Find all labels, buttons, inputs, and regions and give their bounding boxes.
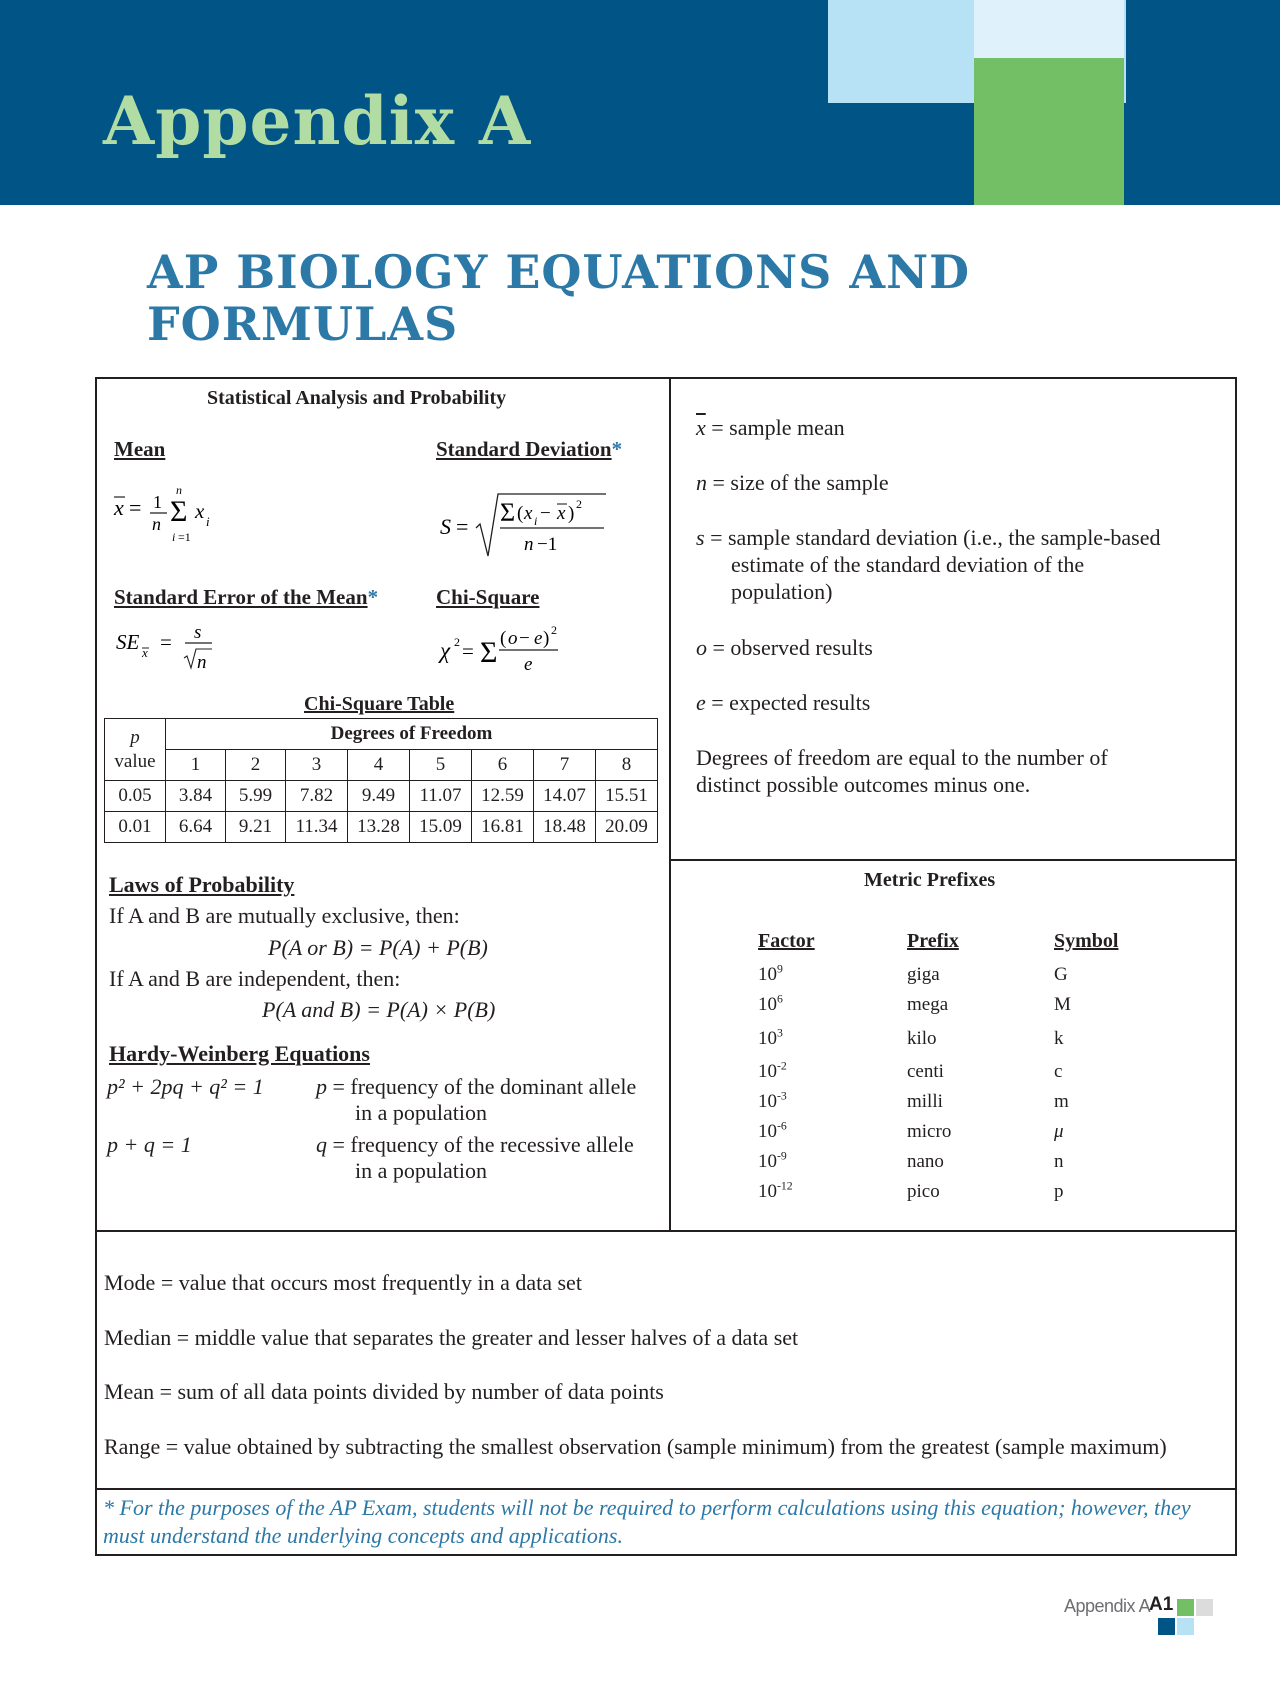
svg-text:x: x: [114, 495, 124, 520]
factor-cell: [758, 994, 783, 1016]
probability-line-1: If A and B are mutually exclusive, then:: [109, 903, 460, 928]
hw-q-def-2: in a population: [355, 1158, 487, 1183]
symbol-cell: n: [1054, 1151, 1064, 1172]
factor-base: 10: [758, 994, 777, 1015]
hw-p-symbol: p: [316, 1074, 327, 1099]
symbol-cell: M: [1054, 994, 1071, 1015]
factor-cell: [758, 964, 783, 986]
legend-o: [696, 634, 873, 661]
sd-formula: [436, 484, 616, 564]
svg-text:=: =: [456, 514, 469, 539]
svg-text:x: x: [142, 645, 148, 660]
hw-p-def: [316, 1074, 636, 1100]
chi-square-table: [104, 718, 658, 843]
chi-cell: 13.28: [348, 812, 410, 843]
probability-eq-1: P(A or B) = P(A) + P(B): [268, 935, 488, 960]
appendix-title: Appendix A: [103, 82, 532, 160]
dof-cell: 4: [348, 750, 410, 781]
factor-exponent: -6: [777, 1119, 787, 1133]
legend-e: [696, 689, 870, 716]
chi-cell: 9.49: [348, 781, 410, 812]
symbol-cell: m: [1054, 1091, 1069, 1112]
header-accent-pale: [974, 0, 1124, 58]
svg-text:n: n: [152, 514, 161, 534]
dof-cell: 8: [596, 750, 658, 781]
factor-cell: [758, 1121, 787, 1143]
dof-header: Degrees of Freedom: [166, 719, 658, 750]
svg-text:e: e: [534, 628, 543, 649]
dof-cell: 1: [166, 750, 226, 781]
svg-text:2: 2: [454, 635, 460, 649]
prefix-cell: kilo: [907, 1028, 937, 1049]
footer-square-blue: [1177, 1618, 1194, 1635]
svg-text:n: n: [524, 534, 534, 555]
p-label: p: [130, 726, 140, 748]
sem-heading: [114, 585, 378, 610]
prefix-cell: nano: [907, 1151, 944, 1172]
svg-text:=: =: [160, 630, 172, 654]
svg-text:=1: =1: [178, 530, 191, 544]
factor-base: 10: [758, 1181, 777, 1202]
svg-text:x: x: [524, 503, 533, 524]
prefix-cell: mega: [907, 994, 949, 1015]
legend-s: [696, 524, 1161, 551]
chi-cell: 18.48: [534, 812, 596, 843]
hw-q-symbol: q: [316, 1132, 327, 1157]
factor-exponent: 3: [777, 1026, 783, 1040]
factor-cell: [758, 1028, 783, 1050]
svg-text:n: n: [197, 652, 207, 673]
p-cell: 0.05: [105, 781, 166, 812]
chi-cell: 6.64: [166, 812, 226, 843]
svg-text:Σ: Σ: [480, 636, 498, 669]
o-def: = observed results: [712, 635, 873, 660]
chi-cell: 9.21: [226, 812, 286, 843]
probability-eq-2: P(A and B) = P(A) × P(B): [262, 997, 496, 1022]
chi-cell: 16.81: [472, 812, 534, 843]
legend-n: [696, 469, 889, 496]
factor-base: 10: [758, 1028, 777, 1049]
svg-text:n: n: [176, 483, 182, 497]
svg-text:=: =: [129, 495, 142, 520]
svg-text:x: x: [557, 503, 566, 524]
svg-text:SE: SE: [116, 630, 140, 654]
s-def-3: population): [731, 579, 833, 604]
page-number: A1: [1149, 1594, 1174, 1615]
hw-q-def: [316, 1132, 634, 1158]
header-accent-green: [974, 58, 1124, 205]
factor-exponent: 6: [777, 992, 783, 1006]
chi-formula: [436, 618, 596, 678]
value-label: value: [114, 750, 156, 772]
footer-square-green: [1177, 1599, 1194, 1616]
svg-text:−1: −1: [537, 534, 558, 555]
svg-text:−: −: [519, 628, 530, 649]
factor-cell: [758, 1061, 787, 1083]
s-def-1: = sample standard deviation (i.e., the sample-based: [710, 525, 1161, 550]
legend-xbar: [696, 414, 845, 441]
svg-text:2: 2: [551, 623, 557, 637]
chi-cell: 15.09: [410, 812, 472, 843]
chi-cell: 3.84: [166, 781, 226, 812]
chi-cell: 12.59: [472, 781, 534, 812]
factor-base: 10: [758, 1121, 777, 1142]
hw-eq-2: p + q = 1: [107, 1132, 192, 1157]
factor-header: Factor: [758, 930, 815, 952]
svg-text:(: (: [500, 628, 507, 649]
svg-text:(: (: [517, 503, 524, 524]
factor-base: 10: [758, 1061, 777, 1082]
factor-cell: [758, 1091, 787, 1113]
svg-text:x: x: [195, 499, 205, 523]
e-symbol: e: [696, 690, 706, 715]
symbol-header: Symbol: [1054, 930, 1119, 952]
symbol-cell: k: [1054, 1028, 1064, 1049]
prefix-cell: pico: [907, 1181, 940, 1202]
footer-label: Appendix A: [1064, 1596, 1151, 1616]
prefix-cell: centi: [907, 1061, 944, 1082]
sem-asterisk: *: [367, 585, 379, 609]
svg-text:Σ: Σ: [500, 498, 516, 527]
mode-definition: Mode = value that occurs most frequently in a data set: [104, 1270, 582, 1295]
sd-heading: [436, 437, 622, 462]
svg-text:χ: χ: [440, 638, 451, 663]
footer-square-grey: [1196, 1599, 1213, 1616]
svg-text:Σ: Σ: [170, 495, 188, 528]
factor-exponent: 9: [777, 962, 783, 976]
hw-q-def-1: = frequency of the recessive allele: [332, 1132, 634, 1157]
footer-square-navy: [1158, 1618, 1175, 1635]
symbol-cell: μ: [1054, 1121, 1064, 1142]
n-symbol: n: [696, 470, 707, 495]
range-definition: Range = value obtained by subtracting the smallest observation (sample minimum) from the greatest (sample maximum): [104, 1434, 1167, 1459]
o-symbol: o: [696, 635, 707, 660]
chi-cell: 14.07: [534, 781, 596, 812]
svg-text:i: i: [534, 514, 538, 528]
dof-cell: 7: [534, 750, 596, 781]
factor-base: 10: [758, 1151, 777, 1172]
prefix-cell: micro: [907, 1121, 952, 1142]
factor-base: 10: [758, 1091, 777, 1112]
xbar-def: = sample mean: [711, 415, 845, 440]
dof-cell: 6: [472, 750, 534, 781]
chi-cell: 15.51: [596, 781, 658, 812]
chi-cell: 7.82: [286, 781, 348, 812]
probability-line-2: If A and B are independent, then:: [109, 966, 401, 991]
metric-heading: Metric Prefixes: [864, 869, 996, 891]
xbar-symbol: $\overline{x}$: [696, 415, 706, 440]
factor-base: 10: [758, 964, 777, 985]
factor-exponent: -2: [777, 1059, 787, 1073]
svg-text:i: i: [172, 530, 176, 544]
table-row: [105, 781, 658, 812]
mean-definition: Mean = sum of all data points divided by number of data points: [104, 1379, 664, 1404]
svg-text:=: =: [462, 639, 474, 663]
dof-row: [105, 750, 658, 781]
sem-formula: [114, 618, 234, 678]
p-cell: 0.01: [105, 812, 166, 843]
n-def: = size of the sample: [712, 470, 889, 495]
chi-label: Chi-Square: [436, 585, 540, 609]
svg-text:1: 1: [153, 492, 162, 512]
mean-label: Mean: [114, 437, 166, 461]
factor-exponent: -3: [777, 1089, 787, 1103]
svg-text:): ): [568, 503, 575, 524]
page-title: AP BIOLOGY EQUATIONS AND FORMULAS: [147, 245, 971, 351]
stats-heading: Statistical Analysis and Probability: [207, 387, 507, 409]
factor-cell: [758, 1181, 793, 1203]
svg-text:o: o: [508, 628, 518, 649]
svg-text:): ): [543, 628, 550, 649]
table-row: [105, 812, 658, 843]
svg-text:S: S: [440, 514, 451, 539]
s-symbol: s: [696, 525, 705, 550]
s-def-2: estimate of the standard deviation of the: [731, 552, 1085, 577]
svg-text:i: i: [206, 514, 210, 529]
prefix-cell: giga: [907, 964, 940, 985]
svg-text:e: e: [524, 654, 533, 675]
sd-asterisk: *: [611, 437, 623, 461]
factor-exponent: -12: [777, 1179, 793, 1193]
chi-cell: 11.07: [410, 781, 472, 812]
dof-note-1: Degrees of freedom are equal to the number of: [696, 745, 1108, 770]
factor-exponent: -9: [777, 1149, 787, 1163]
svg-text:s: s: [194, 622, 202, 643]
dof-cell: 3: [286, 750, 348, 781]
p-value-header: [105, 719, 166, 781]
mean-formula: [112, 482, 232, 552]
symbol-cell: c: [1054, 1061, 1063, 1082]
chi-cell: 11.34: [286, 812, 348, 843]
metric-box: [669, 859, 1237, 1232]
prefix-cell: milli: [907, 1091, 943, 1112]
symbol-cell: G: [1054, 964, 1068, 985]
prefix-header: Prefix: [907, 930, 959, 952]
hw-p-def-2: in a population: [355, 1100, 487, 1125]
dof-cell: 5: [410, 750, 472, 781]
median-definition: Median = middle value that separates the greater and lesser halves of a data set: [104, 1325, 799, 1350]
dof-note-2: distinct possible outcomes minus one.: [696, 772, 1031, 797]
footnote: * For the purposes of the AP Exam, students will not be required to perform calculations using this equation; however, they must understand the underlying concepts and applications.: [103, 1495, 1191, 1548]
dof-cell: 2: [226, 750, 286, 781]
factor-cell: [758, 1151, 787, 1173]
hw-p-def-1: = frequency of the dominant allele: [332, 1074, 637, 1099]
e-def: = expected results: [711, 690, 871, 715]
chi-cell: 5.99: [226, 781, 286, 812]
sd-label: Standard Deviation: [436, 437, 612, 461]
sem-label: Standard Error of the Mean: [114, 585, 368, 609]
chi-cell: 20.09: [596, 812, 658, 843]
svg-text:2: 2: [576, 497, 582, 511]
chi-table-title: Chi-Square Table: [304, 693, 455, 715]
probability-heading: Laws of Probability: [109, 872, 295, 897]
hw-heading: Hardy-Weinberg Equations: [109, 1041, 370, 1066]
hw-eq-1: p² + 2pq + q² = 1: [107, 1074, 264, 1099]
svg-text:−: −: [540, 503, 551, 524]
symbol-cell: p: [1054, 1181, 1064, 1202]
